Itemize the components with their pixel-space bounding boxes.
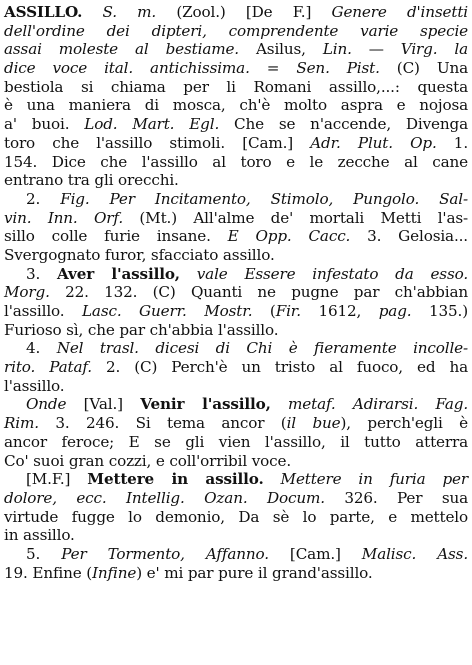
entry-text: sillo colle furie insane.: [4, 227, 228, 246]
entry-line: [4, 59, 468, 78]
entry-line: [4, 377, 468, 396]
headword: ASSILLO.: [4, 3, 83, 21]
entry-line: [4, 227, 468, 246]
entry-line: [4, 115, 468, 134]
italic-text: E Opp. Cacc.: [227, 227, 351, 246]
entry-text: 135.): [411, 302, 468, 320]
italic-text: rito. Pataf.: [4, 358, 92, 377]
italic-text: Sen. Pist.: [296, 59, 380, 78]
entry-line: [4, 96, 468, 115]
entry-text: 22. 132. (C) Quanti ne pugne par ch'abbian: [49, 283, 468, 302]
italic-text: Nel trasl. dicesi di Chi è fieramente incolle-: [56, 339, 468, 358]
italic-text: vin. Inn. Orf.: [4, 208, 124, 227]
headword: Aver l'assillo,: [57, 264, 180, 283]
italic-text: pag.: [378, 302, 412, 320]
italic-text: dell'ordine dei dipteri, comprendente varie specie: [4, 21, 468, 40]
entry-text: ancor feroce; E se gli vien l'assillo, il tutto atterra: [4, 432, 468, 451]
entry-line: [4, 134, 468, 153]
italic-text: assai moleste al bestiame.: [4, 40, 239, 59]
entry-text: (: [252, 302, 276, 320]
italic-text: metaf. Adirarsi. Fag.: [270, 395, 468, 414]
entry-text: 1.: [436, 133, 468, 152]
entry-line: [4, 508, 468, 527]
entry-text: l'assillo.: [4, 376, 65, 395]
entry-line: [4, 283, 468, 302]
italic-text: Lin.: [322, 40, 352, 59]
italic-text: S. m.: [82, 3, 157, 21]
entry-text: 2.: [26, 189, 61, 208]
entry-text: Svergognato furor, sfacciato assillo.: [4, 245, 275, 264]
entry-line: [4, 564, 468, 583]
italic-text: Adr. Plut. Op.: [310, 133, 437, 152]
entry-text: (C) Una: [379, 59, 468, 78]
entry-line: [4, 470, 468, 489]
entry-line: [4, 190, 468, 209]
italic-text: Virg. la: [400, 40, 468, 59]
entry-text: [Cam.]: [268, 544, 362, 563]
italic-text: Lasc. Guerr. Mostr.: [82, 302, 253, 320]
entry-text: 326. Per sua: [324, 488, 469, 507]
entry-text: 3. Gelosia...: [350, 227, 468, 246]
entry-text: Che se n'accende, Divenga: [219, 115, 468, 134]
entry-text: 3.: [26, 264, 58, 283]
headword: Mettere in assillo.: [87, 470, 264, 489]
italic-text: Mettere in furia per: [263, 470, 468, 489]
italic-text: Lod. Mart. Egl.: [84, 115, 220, 134]
italic-text: il bue: [286, 414, 341, 433]
entry-text: [M.F.]: [26, 470, 88, 489]
entry-text: 3. 246. Si tema ancor (: [38, 414, 287, 433]
entry-line: [4, 209, 468, 228]
headword: Venir l'assillo,: [140, 395, 271, 414]
entry-line: [4, 358, 468, 377]
entry-line: [4, 339, 468, 358]
entry-line: [4, 302, 468, 321]
entry-text: Asilus,: [239, 40, 323, 59]
entry-line: [4, 78, 468, 97]
italic-text: vale Essere infestato da esso.: [179, 264, 469, 283]
entry-line: [4, 414, 468, 433]
italic-text: Genere d'insetti: [331, 3, 468, 21]
entry-text: 19. Enfine (: [4, 563, 93, 582]
italic-text: Per Tormento, Affanno.: [61, 544, 269, 563]
entry-text: 1612,: [300, 302, 379, 320]
entry-text: ) e' mi par pure il grand'assillo.: [136, 563, 373, 582]
entry-text: entrano tra gli orecchi.: [4, 171, 179, 190]
italic-text: Onde: [26, 395, 67, 414]
italic-text: Infine: [92, 563, 137, 582]
italic-text: Malisc. Ass.: [361, 544, 468, 563]
entry-line: [4, 265, 468, 284]
entry-line: [4, 489, 468, 508]
entry-line: [4, 545, 468, 564]
entry-text: in assillo.: [4, 526, 75, 545]
entry-line: [4, 171, 468, 190]
dictionary-entry-assillo: [4, 3, 468, 582]
entry-line: [4, 22, 468, 41]
entry-text: è una maniera di mosca, ch'è molto aspra e nojosa: [4, 96, 468, 115]
italic-text: Morg.: [4, 283, 50, 302]
entry-text: Furioso sì, che par ch'abbia l'assillo.: [4, 320, 279, 339]
italic-text: Fir.: [275, 302, 301, 320]
entry-text: (Mt.) All'alme de' mortali Metti l'as-: [123, 208, 468, 227]
entry-text: bestiola si chiama per li Romani assillo,...: questa: [4, 77, 468, 96]
entry-text: (Zool.) [De F.]: [156, 3, 332, 21]
entry-line: [4, 433, 468, 452]
entry-text: 154. Dice che l'assillo al toro e le zecche al cane: [4, 152, 468, 171]
entry-text: 5.: [26, 544, 62, 563]
italic-text: Fig. Per Incitamento, Stimolo, Pungolo. Sal-: [60, 189, 468, 208]
entry-text: toro che l'assillo stimoli. [Cam.]: [4, 133, 311, 152]
entry-text: 2. (C) Perch'è un tristo al fuoco, ed ha: [91, 358, 468, 377]
entry-text: virtude fugge lo demonio, Da sè lo parte, e mettelo: [4, 507, 468, 526]
entry-line: [4, 3, 468, 22]
italic-text: Rim.: [4, 414, 39, 433]
entry-text: Co' suoi gran cozzi, e coll'orribil voce.: [4, 451, 292, 470]
entry-text: 4.: [26, 339, 57, 358]
entry-body: [4, 3, 468, 582]
italic-text: dolore, ecc. Intellig. Ozan. Docum.: [4, 488, 325, 507]
italic-text: dice voce ital. antichissima.: [4, 59, 250, 78]
entry-text: [Val.]: [66, 395, 141, 414]
entry-line: [4, 40, 468, 59]
entry-line: [4, 395, 468, 414]
entry-line: [4, 526, 468, 545]
entry-line: [4, 452, 468, 471]
entry-text: ), perch'egli è: [340, 414, 468, 433]
entry-text: =: [249, 59, 297, 78]
entry-text: l'assillo.: [4, 302, 82, 320]
entry-line: [4, 321, 468, 340]
entry-text: —: [351, 40, 401, 59]
entry-line: [4, 153, 468, 172]
entry-line: [4, 246, 468, 265]
entry-text: a' buoi.: [4, 115, 85, 134]
